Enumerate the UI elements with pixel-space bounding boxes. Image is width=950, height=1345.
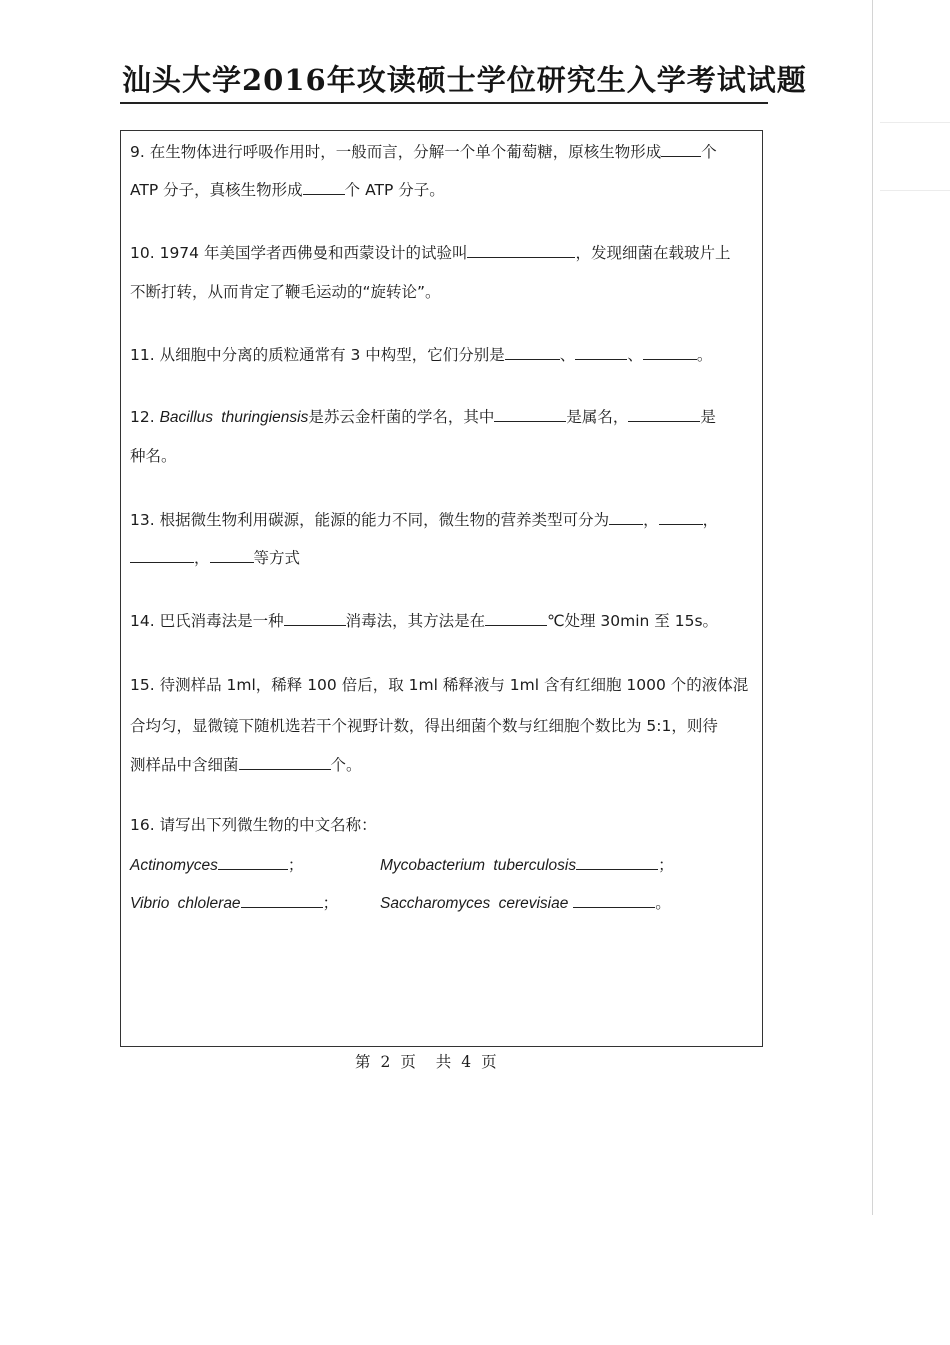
- answer-blank[interactable]: [609, 510, 643, 525]
- question-9-line-1: 9. 在生物体进行呼吸作用时，一般而言，分解一个单个葡萄糖，原核生物形成 个: [130, 143, 717, 161]
- page-footer: 第 2 页 共 4 页: [355, 1053, 497, 1071]
- answer-blank[interactable]: [494, 407, 566, 422]
- question-16-prompt: 16. 请写出下列微生物的中文名称：: [130, 816, 377, 834]
- answer-blank[interactable]: [505, 345, 560, 360]
- answer-blank[interactable]: [576, 855, 658, 870]
- question-13-line-2: ， 等方式: [130, 548, 760, 568]
- answer-blank[interactable]: [485, 611, 547, 626]
- question-15-line-2: 合均匀，显微镜下随机选若干个视野计数，得出细菌个数与红细胞个数比为 5:1，则待: [130, 717, 718, 735]
- answer-blank[interactable]: [303, 180, 345, 195]
- organism-name-item: Saccharomyces cerevisiae 。: [380, 894, 671, 912]
- organism-name-item: Vibrio chlolerae ；: [130, 894, 339, 912]
- scan-mark: [880, 122, 950, 123]
- answer-blank[interactable]: [661, 142, 701, 157]
- answer-blank[interactable]: [575, 345, 627, 360]
- question-15-line-1: 15. 待测样品 1ml，稀释 100 倍后，取 1ml 稀释液与 1ml 含有红细胞 1000 个的液体混: [130, 676, 749, 694]
- answer-blank[interactable]: [210, 548, 254, 563]
- answer-blank[interactable]: [130, 548, 194, 563]
- question-9-line-2: ATP 分子，真核生物形成 个 ATP 分子。: [130, 181, 445, 199]
- answer-blank[interactable]: [643, 345, 697, 360]
- title-underline: [120, 102, 768, 104]
- scan-mark: [880, 190, 950, 191]
- answer-blank[interactable]: [573, 893, 655, 908]
- question-11: 11. 从细胞中分离的质粒通常有 3 中构型，它们分别是 、 、 。: [130, 346, 713, 364]
- answer-blank[interactable]: [659, 510, 703, 525]
- answer-blank[interactable]: [284, 611, 346, 626]
- question-10-line-2: 不断打转，从而肯定了鞭毛运动的“旋转论”。: [130, 283, 441, 301]
- question-12-line-1: 12. Bacillus thuringiensis是苏云金杆菌的学名，其中 是属名， 是: [130, 408, 716, 426]
- question-13-line-1: 13. 根据微生物利用碳源，能源的能力不同，微生物的营养类型可分为 ， ，: [130, 511, 719, 529]
- organism-name-item: Actinomyces ；: [130, 856, 304, 874]
- answer-blank[interactable]: [218, 855, 288, 870]
- exam-title: 汕头大学2016年攻读硕士学位研究生入学考试试题: [122, 63, 807, 97]
- scan-edge-line: [872, 0, 873, 1215]
- answer-blank[interactable]: [467, 243, 575, 258]
- answer-blank[interactable]: [628, 407, 700, 422]
- question-14: 14. 巴氏消毒法是一种 消毒法，其方法是在 ℃处理 30min 至 15s。: [130, 612, 719, 630]
- answer-blank[interactable]: [241, 893, 323, 908]
- answer-blank[interactable]: [239, 755, 331, 770]
- question-15-line-3: 测样品中含细菌 个。: [130, 756, 362, 774]
- question-10-line-1: 10. 1974 年美国学者西佛曼和西蒙设计的试验叫 ，发现细菌在载玻片上: [130, 244, 731, 262]
- question-12-line-2: 种名。: [130, 447, 177, 465]
- organism-name-item: Mycobacterium tuberculosis ；: [380, 856, 674, 874]
